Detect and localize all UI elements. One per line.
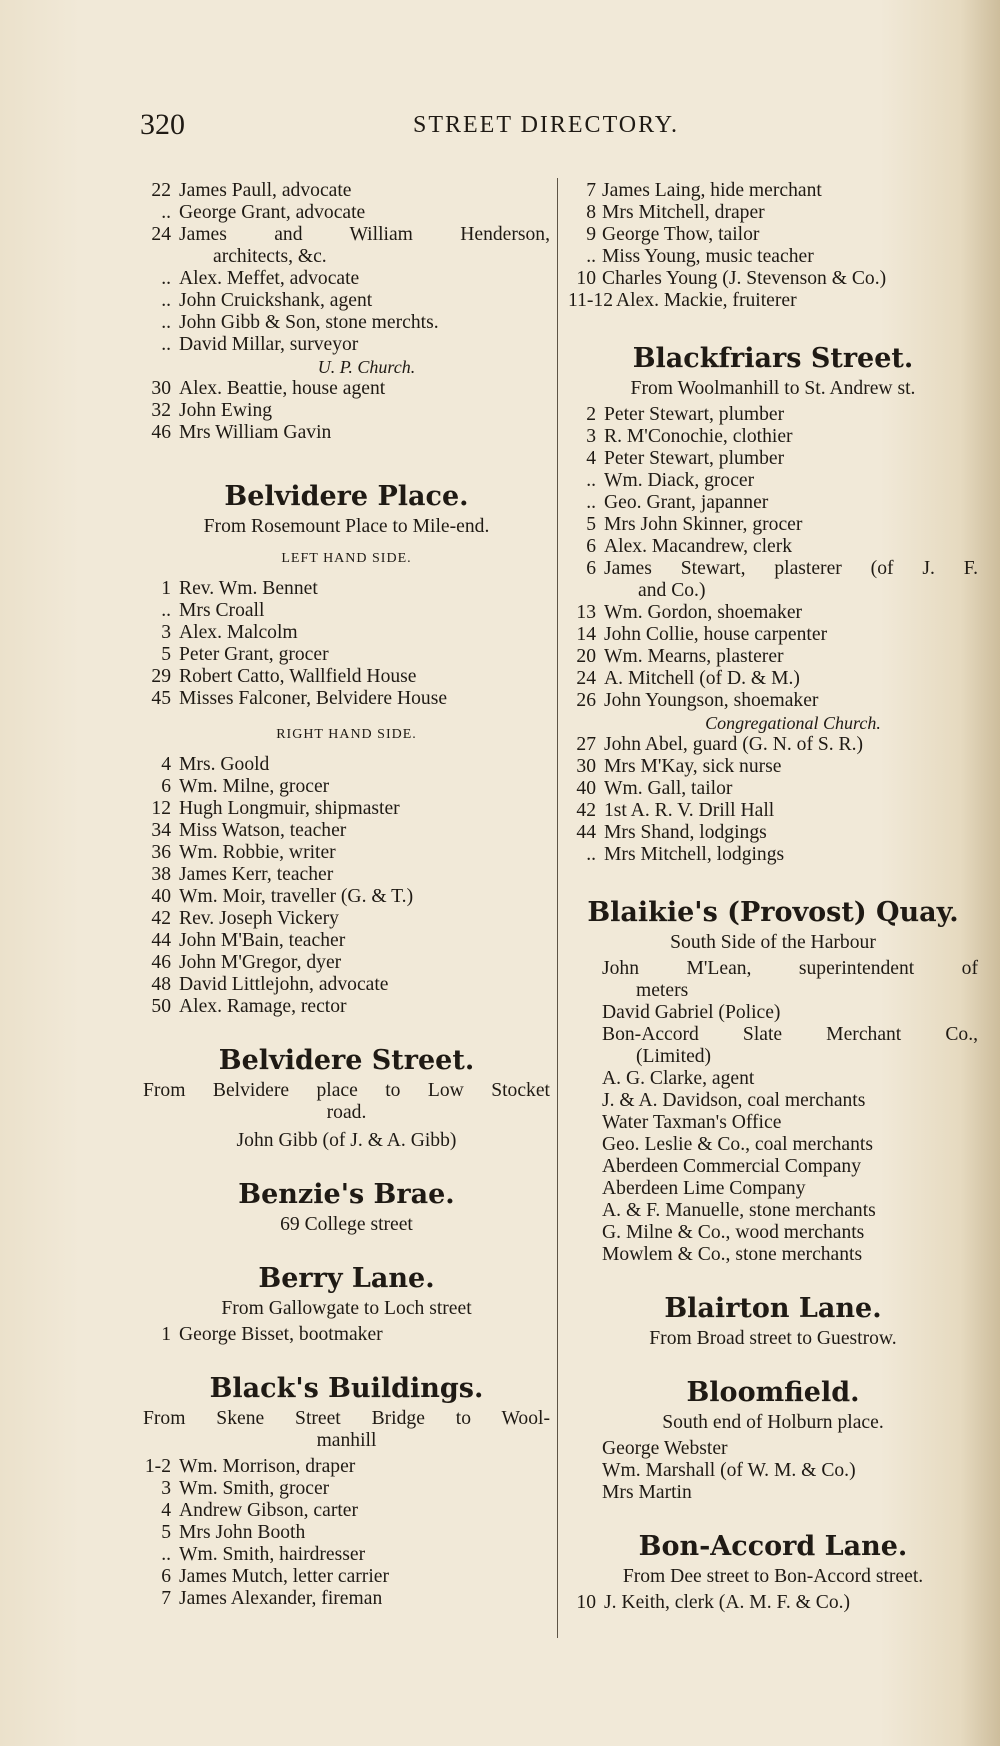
right-column (568, 180, 978, 1614)
directory-entry: 46 Mrs William Gavin (151, 422, 332, 443)
directory-entry: 6 James Mutch, letter carrier (161, 1566, 389, 1587)
directory-entry: 24 James and William Henderson, architects, &c. (151, 224, 550, 267)
directory-entry: 13 Wm. Gordon, shoemaker (576, 602, 803, 623)
section-heading: Berry Lane. (258, 1263, 435, 1294)
directory-entry: 30 Mrs M'Kay, sick nurse (576, 756, 782, 777)
section-heading: Belvidere Place. (224, 481, 469, 512)
directory-entry: 50 Alex. Ramage, rector (151, 996, 347, 1017)
section-subtitle-cont: manhill (316, 1430, 377, 1451)
directory-entry: 40 Wm. Gall, tailor (576, 778, 733, 799)
directory-entry: John Gibb (of J. & A. Gibb) (236, 1130, 457, 1151)
section-heading: Blairton Lane. (664, 1293, 882, 1324)
directory-entry: .. Mrs Mitchell, lodgings (586, 844, 785, 865)
section-subtitle: From Skene Street Bridge to Wool- (143, 1408, 550, 1429)
directory-entry: 3 R. M'Conochie, clothier (586, 426, 793, 447)
directory-entry: Mrs Martin (602, 1482, 692, 1503)
directory-entry: 30 Alex. Beattie, house agent (151, 378, 386, 399)
page-header (140, 108, 720, 144)
left-column (143, 180, 550, 1610)
section-subtitle: From Gallowgate to Loch street (221, 1298, 472, 1319)
directory-entry: 9 George Thow, tailor (586, 224, 760, 245)
section-heading: Bloomfield. (686, 1377, 860, 1408)
directory-entry: A. & F. Manuelle, stone merchants (602, 1200, 876, 1221)
directory-entry: 1 George Bisset, bootmaker (161, 1324, 383, 1345)
directory-entry: .. David Millar, surveyor (161, 334, 359, 355)
directory-entry: 6 Wm. Milne, grocer (161, 776, 330, 797)
directory-entry: 36 Wm. Robbie, writer (151, 842, 336, 863)
church-note: Congregational Church. (705, 713, 881, 733)
directory-entry: .. Alex. Meffet, advocate (161, 268, 360, 289)
directory-entry: 27 John Abel, guard (G. N. of S. R.) (576, 734, 864, 755)
directory-entry: .. John Gibb & Son, stone merchts. (161, 312, 439, 333)
section-subtitle: South Side of the Harbour (670, 932, 876, 953)
directory-entry: 10 J. Keith, clerk (A. M. F. & Co.) (576, 1592, 851, 1613)
section-blacks-buildings (143, 1372, 550, 1610)
directory-entry: David Gabriel (Police) (602, 1002, 781, 1023)
section-subtitle: From Broad street to Guestrow. (649, 1328, 897, 1349)
directory-entry: 10 Charles Young (J. Stevenson & Co.) (576, 268, 887, 289)
continued-entries (568, 180, 978, 312)
directory-entry: 42 Rev. Joseph Vickery (151, 908, 339, 929)
directory-entry: 3 Wm. Smith, grocer (161, 1478, 330, 1499)
directory-entry: 11-12 Alex. Mackie, fruiterer (568, 290, 797, 311)
directory-entry: 12 Hugh Longmuir, shipmaster (151, 798, 400, 819)
section-heading: Bon-Accord Lane. (638, 1531, 908, 1562)
directory-entry: 4 Mrs. Goold (161, 754, 270, 775)
directory-entry: 48 David Littlejohn, advocate (151, 974, 389, 995)
directory-entry: 6 Alex. Macandrew, clerk (586, 536, 793, 557)
section-subtitle: From Belvidere place to Low Stocket (143, 1080, 550, 1101)
side-label-right: RIGHT HAND SIDE. (276, 727, 417, 742)
section-heading: Belvidere Street. (218, 1045, 475, 1076)
section-subtitle: 69 College street (280, 1214, 413, 1235)
continued-entries (143, 180, 550, 444)
directory-entry: 2 Peter Stewart, plumber (586, 404, 785, 425)
directory-entry: 32 John Ewing (151, 400, 273, 421)
directory-entry: .. George Grant, advocate (161, 202, 366, 223)
directory-entry: 29 Robert Catto, Wallfield House (151, 666, 417, 687)
column-divider (557, 178, 558, 1638)
directory-entry: 5 Mrs John Booth (161, 1522, 306, 1543)
section-subtitle: South end of Holburn place. (662, 1412, 884, 1433)
directory-entry: 8 Mrs Mitchell, draper (586, 202, 765, 223)
directory-entry: 5 Mrs John Skinner, grocer (586, 514, 803, 535)
directory-entry: Bon-Accord Slate Merchant Co., (Limited) (602, 1024, 978, 1067)
directory-entry: Water Taxman's Office (602, 1112, 782, 1133)
directory-entry: 6 James Stewart, plasterer (of J. F. and Co.) (586, 558, 978, 601)
section-heading: Blackfriars Street. (632, 343, 914, 374)
section-heading: Blaikie's (Provost) Quay. (587, 897, 959, 928)
directory-entry: 24 A. Mitchell (of D. & M.) (576, 668, 800, 689)
directory-entry: 38 James Kerr, teacher (151, 864, 334, 885)
directory-entry: George Webster (602, 1438, 728, 1459)
directory-entry: A. G. Clarke, agent (602, 1068, 755, 1089)
section-bon-accord-lane (568, 1530, 978, 1614)
directory-entry: 7 James Laing, hide merchant (586, 180, 822, 201)
directory-entry: 42 1st A. R. V. Drill Hall (576, 800, 775, 821)
directory-entry: 45 Misses Falconer, Belvidere House (151, 688, 448, 709)
directory-entry: 5 Peter Grant, grocer (161, 644, 329, 665)
section-heading: Benzie's Brae. (238, 1179, 455, 1210)
directory-entry: 40 Wm. Moir, traveller (G. & T.) (151, 886, 414, 907)
section-bloomfield (568, 1376, 978, 1504)
running-title: STREET DIRECTORY. (413, 112, 680, 138)
section-belvidere-place (143, 480, 550, 1018)
directory-entry: 1-2 Wm. Morrison, draper (144, 1456, 356, 1477)
directory-entry: 44 John M'Bain, teacher (151, 930, 346, 951)
section-subtitle: From Rosemount Place to Mile-end. (203, 516, 490, 537)
directory-entry: .. Geo. Grant, japanner (586, 492, 769, 513)
directory-entry: 3 Alex. Malcolm (161, 622, 298, 643)
church-note: U. P. Church. (317, 357, 416, 377)
page-number: 320 (140, 108, 185, 141)
directory-entry: Aberdeen Lime Company (602, 1178, 806, 1199)
directory-entry: 14 John Collie, house carpenter (576, 624, 828, 645)
directory-entry: 4 Andrew Gibson, carter (161, 1500, 359, 1521)
directory-entry: 4 Peter Stewart, plumber (586, 448, 785, 469)
directory-entry: Aberdeen Commercial Company (602, 1156, 861, 1177)
directory-entry: 1 Rev. Wm. Bennet (161, 578, 318, 599)
directory-entry: Geo. Leslie & Co., coal merchants (602, 1134, 873, 1155)
section-heading: Black's Buildings. (209, 1373, 484, 1404)
section-blaikies-quay (568, 896, 978, 1266)
section-berry-lane (143, 1262, 550, 1346)
directory-entry: Wm. Marshall (of W. M. & Co.) (602, 1460, 856, 1481)
directory-entry: .. Miss Young, music teacher (586, 246, 814, 267)
directory-entry: .. John Cruickshank, agent (161, 290, 373, 311)
directory-entry: 22 James Paull, advocate (151, 180, 352, 201)
directory-entry: .. Wm. Diack, grocer (586, 470, 755, 491)
directory-entry: 26 John Youngson, shoemaker (576, 690, 819, 711)
directory-entry: .. Mrs Croall (161, 600, 265, 621)
section-subtitle: From Dee street to Bon-Accord street. (622, 1566, 924, 1587)
directory-entry: 20 Wm. Mearns, plasterer (576, 646, 784, 667)
directory-entry: J. & A. Davidson, coal merchants (602, 1090, 866, 1111)
section-benzies-brae (143, 1178, 550, 1236)
directory-entry: John M'Lean, superintendent of meters (602, 958, 978, 1001)
directory-entry: .. Wm. Smith, hairdresser (161, 1544, 366, 1565)
directory-entry: 44 Mrs Shand, lodgings (576, 822, 767, 843)
directory-entry: G. Milne & Co., wood merchants (602, 1222, 865, 1243)
directory-entry: Mowlem & Co., stone merchants (602, 1244, 863, 1265)
directory-entry: 46 John M'Gregor, dyer (151, 952, 342, 973)
directory-entry: 34 Miss Watson, teacher (151, 820, 347, 841)
directory-entry: 7 James Alexander, fireman (161, 1588, 383, 1609)
section-blackfriars-street (568, 342, 978, 866)
section-subtitle-cont: road. (326, 1102, 367, 1123)
section-subtitle: From Woolmanhill to St. Andrew st. (630, 378, 916, 399)
section-blairton-lane (568, 1292, 978, 1350)
section-belvidere-street (143, 1044, 550, 1152)
side-label-left: LEFT HAND SIDE. (281, 551, 412, 566)
